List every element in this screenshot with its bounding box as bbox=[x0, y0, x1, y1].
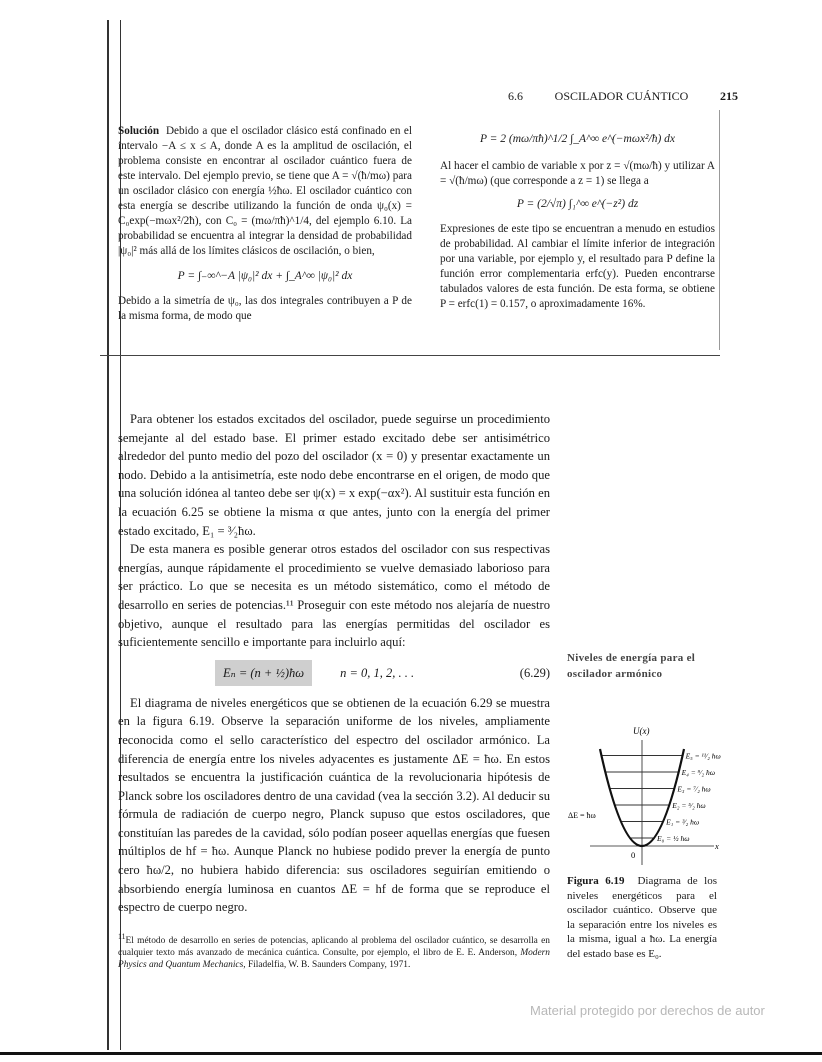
section-number: 6.6 bbox=[508, 89, 523, 103]
page-number: 215 bbox=[719, 89, 738, 103]
energy-level-figure bbox=[560, 720, 730, 870]
footnote-book-title: Modern Physics and Quantum Mechanics bbox=[118, 948, 550, 971]
equation-number: (6.29) bbox=[519, 665, 550, 680]
energy-level-label: E₃ = ⁷⁄₂ ħω bbox=[677, 784, 711, 794]
solution-right-column bbox=[440, 128, 715, 312]
energy-levels bbox=[601, 752, 720, 844]
y-axis-label: U(x) bbox=[633, 726, 650, 736]
equation-p-integral: P = ∫₋∞^−A |ψ₀|² dx + ∫_A^∞ |ψ₀|² dx bbox=[177, 270, 353, 282]
energy-formula: Eₙ = (n + ½)ħω bbox=[215, 660, 312, 686]
paragraph-power-series: De esta manera es posible generar otros estados del oscilador con sus respectivas energías, aunque rápidamente el procedimiento se vuelve demasiado laborioso para ser práctico. Lo que se necesita es un método sistemático, como el método de desarrollo en series de potencias.¹¹ Proseguir con este método nos alejaría de nuestro objetivo, aunque el resultado para las energías permitidas del oscilador es suficientemente sencillo e importante para incluirlo aquí: bbox=[118, 542, 550, 650]
solution-paragraph bbox=[118, 124, 412, 259]
scan-line bbox=[719, 110, 720, 350]
main-text bbox=[118, 410, 550, 972]
solution-lead: Solución bbox=[118, 125, 160, 137]
equation-p-erfc: P = (2/√π) ∫₁^∞ e^(−z²) dz bbox=[516, 198, 639, 210]
delta-e-label: ΔE = ħω bbox=[568, 811, 596, 820]
n-values: n = 0, 1, 2, . . . bbox=[340, 665, 415, 680]
energy-level-label: E₁ = ³⁄₂ ħω bbox=[666, 817, 700, 827]
erfc-paragraph: Expresiones de este tipo se encuentran a menudo en estudios de probabilidad. Al cambiar el límite inferior de integración por una variable, por ejemplo y, el resultado para P define la función error complementaria erfc(y). Pueden encontrarse tabulados valores de esta función. De esta forma, se obtiene P = erfc(1) = 0.157, o aproximadamente 16%. bbox=[440, 223, 715, 310]
running-header bbox=[508, 89, 738, 104]
footnote bbox=[118, 931, 550, 972]
footnote-mark: 11 bbox=[118, 931, 126, 941]
solution-text: Debido a que el oscilador clásico está confinado en el intervalo −A ≤ x ≤ A, donde A es la amplitud de oscilación, el problema consiste en encontrar al oscilador cuántico fuera de este intervalo. Del ejemplo previo, se tiene que A = √(ħ/mω) para un oscilador clásico con energía ½ħω. El oscilador cuántico con esta energía se describe utilizando la función de onda ψ₀(x) = C₀exp(−mωx²/2ħ), con C₀ = (mω/πħ)^1/4, del ejemplo 6.10. La probabilidad se encuentra al integrar la densidad de probabilidad |ψ₀|² más allá de los límites clásicos de oscilación, o bien, bbox=[118, 125, 412, 257]
energy-level-label: E₅ = ¹¹⁄₂ ħω bbox=[685, 751, 721, 761]
scan-line bbox=[100, 355, 720, 356]
symmetry-paragraph: Debido a la simetría de ψ₀, las dos integrales contribuyen a P de la misma forma, de modo que bbox=[118, 295, 412, 322]
margin-heading: Niveles de energía para el oscilador armónico bbox=[567, 652, 696, 680]
figure-caption-text: Diagrama de los niveles energéticos para el oscilador cuántico. Observe que la separación entre los niveles es la misma, igual a ħω. La energía del estado base es E₀. bbox=[567, 875, 718, 960]
scan-line bbox=[107, 20, 109, 1050]
origin-label: 0 bbox=[631, 850, 636, 860]
copyright-watermark: Material protegido por derechos de autor bbox=[530, 1003, 765, 1018]
variable-change-paragraph: Al hacer el cambio de variable x por z = √(mω/ħ) y utilizar A = √(ħ/mω) (que corresponde a z = 1) se llega a bbox=[440, 160, 715, 187]
footnote-text: El método de desarrollo en series de potencias, aplicando al problema del oscilador cuántico, se desarrolla en cualquier texto más avanzado de mecánica cuántica. Consulte, por ejemplo, el libro de E. E. Anderson, bbox=[118, 935, 550, 959]
equation-6-29 bbox=[118, 660, 550, 686]
solution-left-column bbox=[118, 124, 412, 324]
section-title: OSCILADOR CUÁNTICO bbox=[554, 89, 689, 103]
equation-p-gaussian: P = 2 (mω/πħ)^1/2 ∫_A^∞ e^(−mωx²/ħ) dx bbox=[479, 133, 676, 145]
energy-level-label: E₀ = ½ ħω bbox=[657, 834, 690, 843]
footnote-text-end: , Filadelfia, W. B. Saunders Company, 1971. bbox=[243, 960, 411, 971]
paragraph-excited-states: Para obtener los estados excitados del oscilador, puede seguirse un procedimiento semejante al del estado base. El primer estado excitado debe ser antisimétrico alrededor del punto medio del pozo del oscilador (x = 0) y presentar exactamente un nodo. Debido a la antisimetría, este nodo debe encontrarse en el origen, de modo que una solución idónea al tanteo debe ser ψ(x) = x exp(−αx²). Al sustituir esta función en la ecuación 6.25 se obtiene la misma α que antes, junto con la energía del primer estado excitado, E₁ = ³⁄₂ħω. bbox=[118, 412, 550, 538]
figure-caption bbox=[567, 874, 717, 961]
paragraph-energy-diagram: El diagrama de niveles energéticos que se obtienen de la ecuación 6.29 se muestra en la figura 6.19. Observe la separación uniforme de los niveles, ampliamente reconocida como el sello característico del espectro del oscilador armónico. La diferencia de energía entre los niveles adyacentes es justamente ΔE = ħω. En estos resultados se encuentra la justificación cuántica de la revolucionaria hipótesis de Planck sobre los osciladores dentro de una cavidad (vea la sección 3.2). Al deducir su fórmula de radiación de cuerpo negro, Planck supuso que estos osciladores, que constituían las paredes de la cavidad, sólo podían poseer aquellas energías que fuesen múltiplos de hf = ħω. Aunque Planck no hubiese podido prever la energía de punto cero ħω/2, no hubiera habido diferencia: sus osciladores seguirían emitiendo o absorbiendo energía luminosa en cuantos ΔE = hf de forma que se reproduce el espectro de cuerpo negro. bbox=[118, 695, 550, 915]
figure-caption-label: Figura 6.19 bbox=[567, 875, 625, 887]
energy-level-label: E₄ = ⁹⁄₂ ħω bbox=[681, 768, 716, 777]
x-axis-label: x bbox=[715, 841, 719, 851]
page-bottom-edge bbox=[0, 1052, 822, 1055]
energy-level-label: E₂ = ⁵⁄₂ ħω bbox=[672, 801, 706, 810]
